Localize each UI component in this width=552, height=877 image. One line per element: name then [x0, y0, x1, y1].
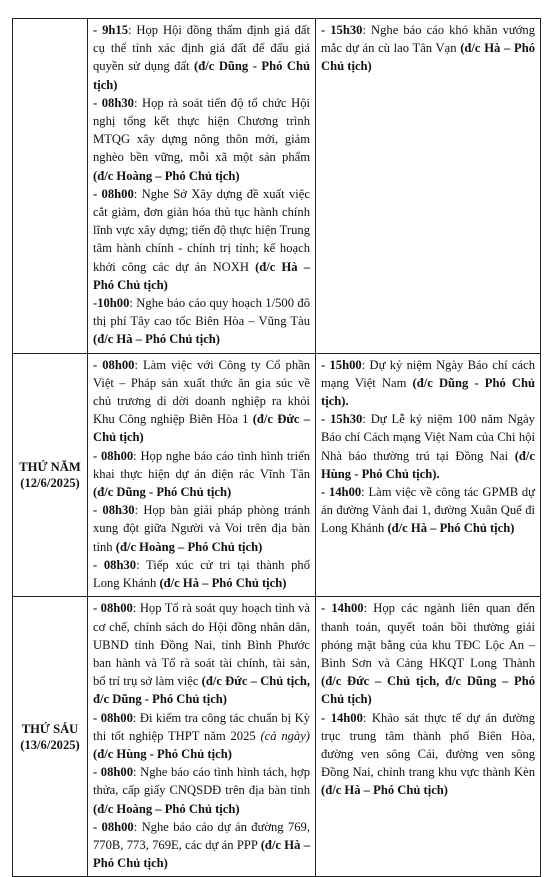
entry-time: - 08h00 — [93, 765, 133, 780]
entry-time: - 08h00 — [93, 710, 133, 725]
schedule-entry — [321, 709, 535, 800]
schedule-entry — [321, 21, 535, 76]
schedule-entry — [93, 185, 310, 294]
morning-cell — [88, 19, 316, 354]
entry-text: : Dự Lễ kỷ niệm 100 năm Ngày Báo chí Cách mạng Việt Nam của Chi hội Nhà báo thường trú tại Đồng Nai — [321, 412, 535, 463]
entry-assignee: (đ/c Dũng - Phó Chủ tịch) — [93, 485, 232, 500]
entry-time: - 08h00 — [93, 448, 134, 463]
afternoon-cell — [316, 19, 541, 354]
entry-time: - 9h15 — [93, 23, 128, 37]
afternoon-cell — [316, 353, 541, 597]
entry-text: : Họp bàn giải pháp phòng tránh xung đột giữa Người và Voi trên địa bàn tỉnh — [93, 503, 310, 554]
day-cell — [13, 19, 88, 354]
entry-time: - 08h00 — [93, 601, 133, 616]
schedule-entry — [93, 21, 310, 94]
entry-text: : Khảo sát thực tế dự án đường trục trung tâm thành phố Biên Hòa, đường ven sông Cái, đường ven sông Đồng Nai, chỉnh trang khu vực thành Kèn — [321, 710, 535, 780]
entry-assignee: (đ/c Hà – Phó Chủ tịch) — [321, 783, 448, 798]
morning-cell — [88, 597, 316, 877]
entry-assignee: (đ/c Hà – Phó Chủ tịch) — [93, 259, 311, 292]
entry-assignee: (đ/c Đức – Chủ tịch, đ/c Dũng – Phó Chủ tịch) — [321, 674, 535, 707]
entry-assignee: (đ/c Hà – Phó Chủ tịch) — [93, 332, 220, 347]
day-date: (13/6/2025) — [20, 737, 80, 752]
schedule-entry — [93, 818, 310, 873]
schedule-entry — [321, 483, 535, 538]
entry-time: -10h00 — [93, 296, 130, 311]
entry-assignee: (đ/c Hùng - Phó Chủ tịch) — [93, 746, 232, 761]
entry-text: : Tiếp xúc cử tri tại thành phố Long Khánh — [93, 557, 310, 591]
entry-text: : Đi kiểm tra công tác chuẩn bị Kỳ thi tốt nghiệp THPT năm 2025 — [93, 710, 310, 743]
schedule-entry — [93, 709, 310, 764]
entry-time: - 15h30 — [321, 412, 363, 427]
entry-text: : Dự kỷ niệm Ngày Báo chí cách mạng Việt Nam — [321, 357, 535, 390]
schedule-entry — [93, 501, 310, 556]
entry-time: - 15h30 — [321, 23, 363, 37]
entry-assignee: (đ/c Đức – Chủ tịch) — [93, 412, 310, 445]
schedule-entry — [93, 599, 310, 708]
entry-text: : Nghe báo cáo khó khăn vướng mắc dự án cù lao Tân Vạn — [321, 23, 535, 56]
entry-text: : Họp Tổ rà soát quy hoạch tỉnh và cơ chế, chính sách do Hội đồng nhân dân, UBND tỉnh Đồng Nai, tỉnh Bình Phước ban hành và Tổ rà soát tài chính, tài sản, bố trí trụ sở làm việc — [93, 601, 310, 689]
afternoon-cell — [316, 597, 541, 877]
entry-time: - 08h30 — [93, 95, 134, 110]
schedule-entry — [93, 556, 310, 592]
schedule-row — [13, 597, 541, 877]
entry-assignee: (đ/c Hoàng – Phó Chủ tịch) — [115, 539, 263, 554]
entry-text: : Họp các ngành liên quan đến thanh toán, quyết toán bồi thường giải phóng mặt bằng của khu TĐC Lộc An – Bình Sơn và Cảng HKQT Long Thành — [321, 601, 535, 670]
entry-time: - 08h00 — [93, 357, 135, 372]
day-date: (12/6/2025) — [20, 475, 80, 490]
entry-assignee: (đ/c Hà – Phó Chủ tịch) — [159, 576, 287, 591]
schedule-row — [13, 19, 541, 354]
entry-time: - 14h00 — [321, 485, 362, 500]
entry-time: - 14h00 — [321, 710, 363, 725]
entry-time: - 08h30 — [93, 503, 135, 518]
entry-assignee: (đ/c Hoàng – Phó Chủ tịch) — [93, 801, 240, 816]
entry-text: : Nghe báo cáo dự án đường 769, 770B, 773, 769E, các dự án PPP — [93, 819, 310, 852]
entry-time: - 08h30 — [93, 557, 137, 572]
entry-text: : Nghe Sở Xây dựng đề xuất việc cắt giảm, đơn giản hóa thủ tục hành chính lĩnh vực xây dựng; tiến độ thực hiện Trung tâm hành chính - chính trị tỉnh; kế hoạch khởi công các dự án NOXH — [93, 186, 310, 274]
entry-assignee: (đ/c Hoàng – Phó Chủ tịch) — [93, 168, 240, 183]
entry-time: - 14h00 — [321, 601, 364, 616]
schedule-entry — [321, 356, 535, 411]
morning-cell — [88, 353, 316, 597]
entry-note: (cả ngày) — [260, 728, 311, 743]
entry-assignee: (đ/c Hà – Phó Chủ tịch) — [93, 837, 310, 871]
entry-time: - 08h00 — [93, 819, 134, 834]
day-name: THỨ NĂM — [19, 459, 81, 474]
entry-text: : Họp Hội đồng thẩm định giá đất cụ thể tỉnh xác định giá đất để đấu giá quyền sử dụng đất — [93, 23, 310, 74]
entry-assignee: (đ/c Hà – Phó Chủ tịch) — [321, 41, 535, 74]
schedule-entry — [321, 410, 535, 483]
entry-assignee: (đ/c Hùng - Phó Chủ tịch). — [321, 448, 535, 481]
schedule-table — [12, 18, 541, 877]
entry-assignee: (đ/c Đức – Chủ tịch, đ/c Dũng - Phó Chủ tịch) — [93, 674, 310, 707]
entry-text: : Họp rà soát tiến độ tổ chức Hội nghị tổng kết thực hiện Chương trình MTQG xây dựng nông thôn mới, giảm nghèo bền vững, mỗi xã một sản phẩm — [93, 95, 310, 165]
entry-text: : Làm việc với Công ty Cổ phần Việt – Pháp sản xuất thức ăn gia súc về chủ trương di dời doanh nghiệp ra khỏi Khu Công nghiệp Biên Hòa 1 — [93, 357, 310, 427]
entry-time: - 08h00 — [93, 186, 134, 201]
schedule-entry — [321, 599, 535, 708]
entry-text: : Nghe báo cáo quy hoạch 1/500 đô thị phí Tây cao tốc Biên Hòa – Vũng Tàu — [93, 296, 310, 329]
day-cell — [13, 353, 88, 597]
entry-text: : Nghe báo cáo tình hình tách, hợp thửa, cấp giấy CNQSDĐ trên địa bàn tỉnh — [93, 765, 310, 798]
entry-text: : Làm việc về công tác GPMB dự án đường Vành đai 1, đường Xuân Quế đi Long Khánh — [321, 485, 535, 536]
schedule-entry — [93, 356, 310, 447]
day-name: THỨ SÁU — [21, 721, 79, 736]
entry-assignee: (đ/c Hà – Phó Chủ tịch) — [387, 521, 515, 536]
schedule-entry — [93, 294, 310, 349]
day-cell — [13, 597, 88, 877]
schedule-entry — [93, 763, 310, 818]
entry-time: - 15h00 — [321, 357, 362, 372]
schedule-row — [13, 353, 541, 597]
schedule-entry — [93, 447, 310, 502]
schedule-entry — [93, 94, 310, 185]
entry-text: : Họp nghe báo cáo tình hình triển khai thực hiện dự án điện rác Vĩnh Tân — [93, 448, 310, 481]
entry-assignee: (đ/c Dũng - Phó Chủ tịch). — [321, 375, 535, 409]
entry-assignee: (đ/c Dũng - Phó Chủ tịch) — [93, 59, 310, 92]
